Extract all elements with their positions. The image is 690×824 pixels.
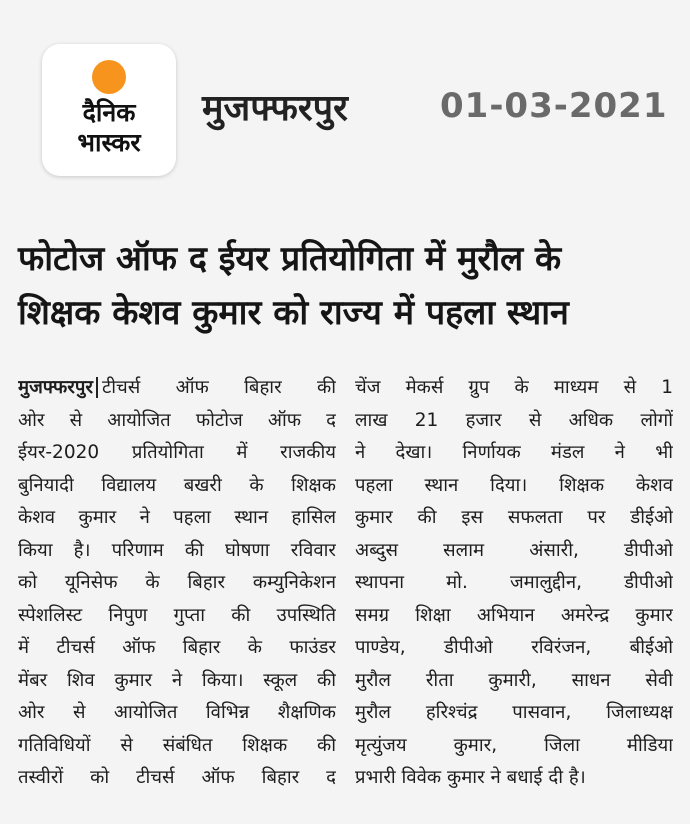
article-line: लाख 21 हजार से अधिक लोगों	[355, 409, 673, 431]
article-line: चेंज मेकर्स ग्रुप के माध्यम से 1	[355, 377, 673, 398]
article-line: को यूनिसेफ के बिहार कम्युनिकेशन	[18, 572, 336, 593]
headline-line-2: शिक्षक केशव कुमार को राज्य में पहला स्थान	[18, 293, 569, 333]
article-line: अब्दुस सलाम अंसारी, डीपीओ	[355, 539, 673, 561]
logo-line-2: भास्कर	[77, 128, 141, 157]
article-line: पहला स्थान दिया। शिक्षक केशव	[355, 474, 673, 496]
edition-city: मुजफ्फरपुर	[202, 88, 348, 129]
article-line: ने देखा। निर्णायक मंडल ने भी	[355, 442, 673, 463]
headline	[18, 232, 678, 340]
article-line: किया है। परिणाम की घोषणा रविवार	[18, 539, 336, 561]
article-line: ईयर-2020 प्रतियोगिता में राजकीय	[18, 442, 336, 463]
page-header	[0, 0, 690, 210]
headline-line-1: फोटोज ऑफ द ईयर प्रतियोगिता में मुरौल के	[18, 239, 562, 279]
article-line: समग्र शिक्षा अभियान अमरेन्द्र कुमार	[355, 604, 673, 626]
article-line: स्थापना मो. जमालुद्दीन, डीपीओ	[355, 572, 673, 593]
logo-line-1: दैनिक	[82, 98, 136, 127]
article-line: में टीचर्स ऑफ बिहार के फाउंडर	[18, 637, 336, 658]
article-line: टीचर्स ऑफ बिहार की	[101, 377, 336, 398]
article-line: गतिविधियों से संबंधित शिक्षक की	[18, 734, 336, 756]
article-first-line	[18, 372, 336, 405]
article-line: केशव कुमार ने पहला स्थान हासिल	[18, 507, 336, 528]
article-column-right	[355, 372, 673, 795]
article-line: पाण्डेय, डीपीओ रविरंजन, बीईओ	[355, 637, 673, 658]
article-column-left	[18, 372, 336, 795]
article-line: कुमार की इस सफलता पर डीईओ	[355, 507, 673, 528]
article-line: तस्वीरों को टीचर्स ऑफ बिहार द	[18, 767, 336, 788]
sun-logo-icon	[92, 60, 126, 94]
article-line: मुरौल रीता कुमारी, साधन सेवी	[355, 669, 673, 691]
article-line: मेंबर शिव कुमार ने किया। स्कूल की	[18, 669, 336, 691]
article-line: मृत्युंजय कुमार, जिला मीडिया	[355, 734, 673, 756]
dateline: मुजफ्फरपुर	[18, 377, 98, 398]
article-line: ओर से आयोजित फोटोज ऑफ द	[18, 409, 336, 431]
article-line: बुनियादी विद्यालय बखरी के शिक्षक	[18, 474, 336, 496]
article-line: स्पेशलिस्ट निपुण गुप्ता की उपस्थिति	[18, 604, 336, 626]
article-line: ओर से आयोजित विभिन्न शैक्षणिक	[18, 702, 336, 723]
article-line: मुरौल हरिश्चंद्र पासवान, जिलाध्यक्ष	[355, 702, 673, 723]
edition-date: 01-03-2021	[440, 86, 668, 126]
dainik-bhaskar-logo	[42, 44, 176, 176]
article-line: प्रभारी विवेक कुमार ने बधाई दी है।	[355, 767, 586, 788]
